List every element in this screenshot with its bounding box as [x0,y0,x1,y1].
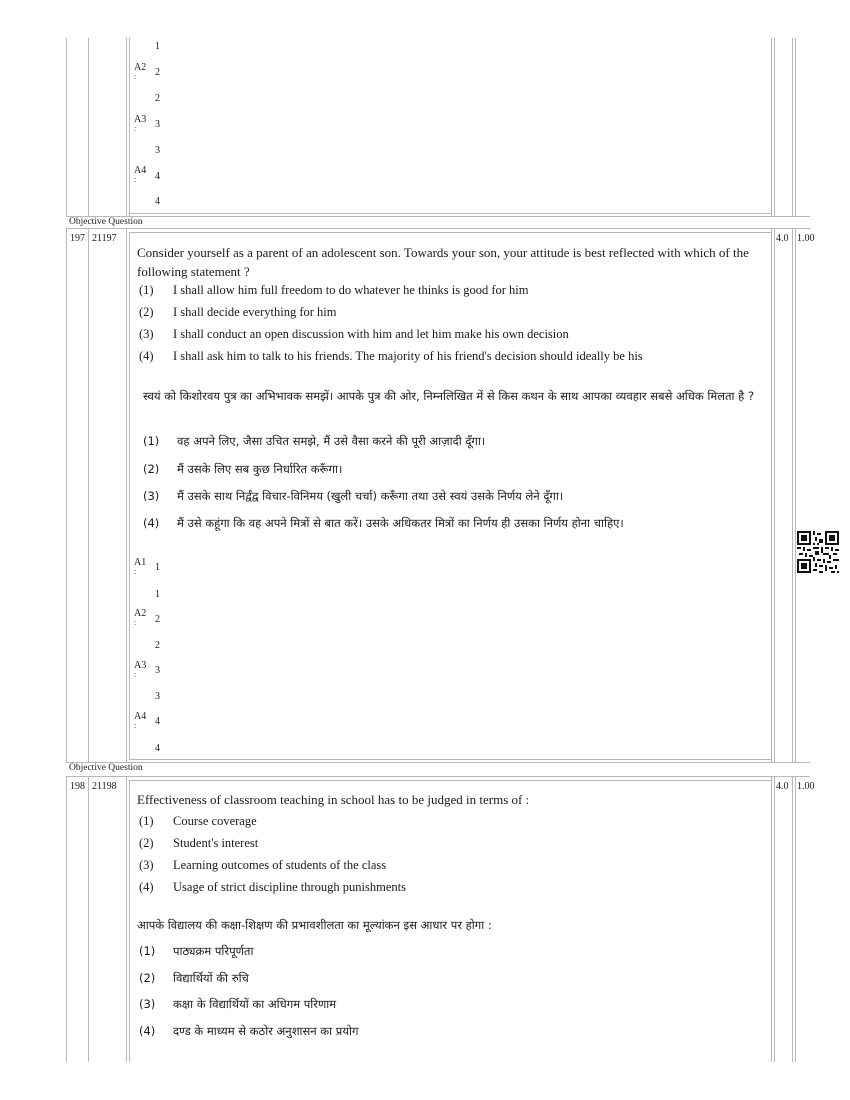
answer-option: 1 [155,562,160,573]
answer-label: A2 : [134,62,147,81]
question-text-hi: स्वयं को किशोरवय पुत्र का अभिभावक समझें। आपके पुत्र की ओर, निम्नलिखित में से किस कथन के साथ आपका व्यवहार सबसे अधिक मिलता है ? [143,389,755,403]
table-border-col3b [774,38,775,216]
table-border-col1 [88,38,89,216]
table-border-col2b [129,232,130,760]
answer-option: 4 [155,716,160,727]
answer-value: 4 [155,196,160,207]
answer-value: 3 [155,145,160,156]
qr-code-icon [797,531,839,573]
negative-marks: 1.00 [797,781,815,792]
table-rule [66,776,810,777]
answer-value: 4 [155,743,160,754]
marks: 4.0 [776,233,789,244]
table-border-left [66,38,67,216]
question-text-en: Consider yourself as a parent of an adolescent son. Towards your son, your attitude is best reflected with which of the following statement ? [137,245,749,279]
table-border-left [66,776,67,1062]
answer-option: 4 [155,171,160,182]
serial-number: 197 [70,233,85,244]
answer-label: A3 : [134,114,147,133]
table-border-col4b [795,38,796,216]
question-id: 21197 [92,233,117,244]
table-border-col3 [771,228,772,762]
answer-value: 2 [155,93,160,104]
answer-label: A4 : [134,711,147,730]
marks: 4.0 [776,781,789,792]
table-rule [129,759,771,760]
section-label: Objective Question [69,763,143,773]
table-border-col2 [126,228,127,762]
answer-option: 2 [155,614,160,625]
table-border-col4 [792,228,793,762]
table-border-col4 [792,38,793,216]
table-rule [129,213,771,214]
table-border-col3b [774,228,775,762]
table-border-col2b [129,780,130,1062]
question-text-hi: आपके विद्यालय की कक्षा-शिक्षण की प्रभावशीलता का मूल्यांकन इस आधार पर होगा : [137,918,492,932]
table-border-col4 [792,776,793,1062]
answer-label: A1 : [134,557,147,576]
table-border-col2b [129,38,130,216]
table-rule [66,762,810,763]
answer-value: 3 [155,691,160,702]
table-border-col1 [88,776,89,1062]
answer-label: A2 : [134,608,147,627]
answer-label: A3 : [134,660,147,679]
table-border-col3b [774,776,775,1062]
table-border-left [66,228,67,762]
answer-option: 3 [155,119,160,130]
table-rule [129,232,771,233]
answer-option: 2 [155,67,160,78]
answer-option: 3 [155,665,160,676]
table-rule [66,216,810,217]
table-border-col3 [771,38,772,216]
table-rule [66,228,810,229]
question-id: 21198 [92,781,117,792]
section-label: Objective Question [69,217,143,227]
table-border-col4b [795,228,796,762]
table-border-col2 [126,776,127,1062]
table-border-col1 [88,228,89,762]
answer-label: A4 : [134,165,147,184]
answer-value: 1 [155,589,160,600]
table-border-col3 [771,776,772,1062]
serial-number: 198 [70,781,85,792]
answer-value: 2 [155,640,160,651]
table-rule [129,780,771,781]
table-border-col2 [126,38,127,216]
negative-marks: 1.00 [797,233,815,244]
table-border-col4b [795,776,796,1062]
answer-value: 1 [155,41,160,52]
question-text-en: Effectiveness of classroom teaching in school has to be judged in terms of : [137,792,530,807]
